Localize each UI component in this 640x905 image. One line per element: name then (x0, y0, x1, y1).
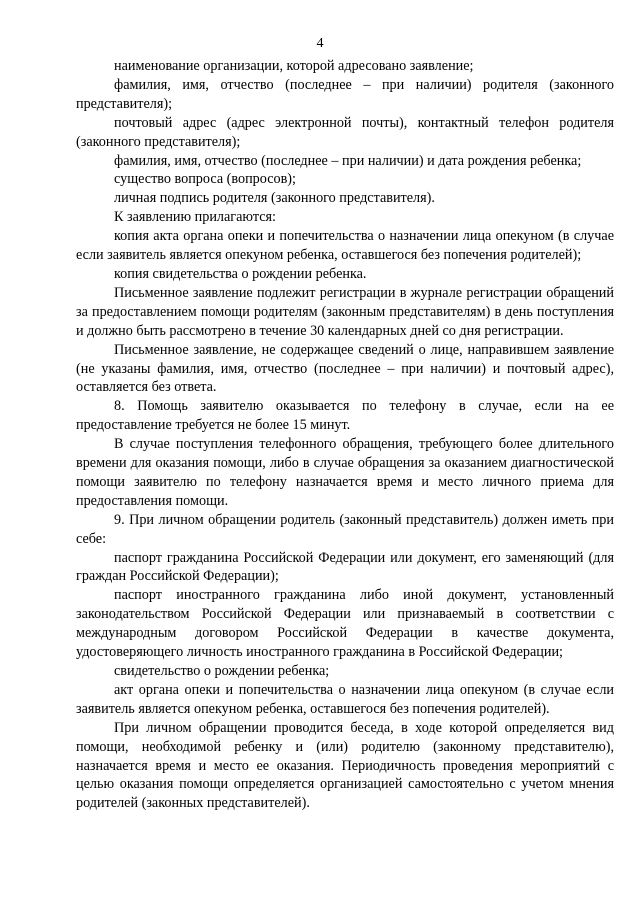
paragraph-signature: личная подпись родителя (законного представителя). (114, 190, 435, 207)
paragraph-foreign-passport: паспорт иностранного гражданина либо иной документ, установленный законодательством Российской Федерации или признаваемый в соответствии с международным договором Российской Федерации в качестве документа, удостоверяющего личность иностранного гражданина в Российской Федерации; (76, 587, 614, 661)
page-number: 4 (316, 36, 324, 51)
paragraph-child-name: фамилия, имя, отчество (последнее – при наличии) и дата рождения ребенка; (114, 152, 582, 169)
paragraph-item-9: 9. При личном обращении родитель (законный представитель) должен иметь при себе: (76, 511, 614, 547)
paragraph-org-name: наименование организации, которой адресовано заявление; (114, 58, 474, 74)
paragraph-registration: Письменное заявление подлежит регистрации в журнале регистрации обращений за предоставлением помощи родителям (законным представителям) в день поступления и должно быть рассмотрено в течение 30 календарных дней со дня регистрации. (76, 284, 614, 339)
paragraph-personal-appeal: При личном обращении проводится беседа, в ходе которой определяется вид помощи, необходимой ребенку и (или) родителю (законному представителю), назначается время и место ее оказания. Периодичность проведения мероприятий с целью оказания помощи определяется организацией самостоятельно с учетом мнения родителей (законных представителей). (76, 719, 614, 812)
paragraph-parent-name: фамилия, имя, отчество (последнее – при наличии) родителя (законного представителя); (76, 76, 614, 112)
paragraph-postal-address: почтовый адрес (адрес электронной почты), контактный телефон родителя (законного представителя); (76, 114, 614, 150)
paragraph-item-8: 8. Помощь заявителю оказывается по телефону в случае, если на ее предоставление требуется не более 15 минут. (76, 398, 614, 434)
paragraph-question-essence: существо вопроса (вопросов); (114, 171, 296, 188)
paragraph-attachments-heading: К заявлению прилагаются: (114, 209, 276, 226)
paragraph-birth-certificate: свидетельство о рождении ребенка; (114, 663, 330, 679)
paragraph-guardianship-act-copy: копия акта органа опеки и попечительства о назначении лица опекуном (в случае если заявитель является опекуном ребенка, оставшегося без попечения родителей); (76, 228, 614, 264)
document-body (76, 57, 614, 813)
paragraph-guardianship-act: акт органа опеки и попечительства о назначении лица опекуном (в случае если заявитель является опекуном ребенка, оставшегося без попечения родителей). (76, 681, 614, 717)
paragraph-phone-appeal: В случае поступления телефонного обращения, требующего более длительного времени для оказания помощи, либо в случае обращения за оказанием диагностической помощи заявителю по телефону назначается время и место личного приема для предоставления помощи. (76, 436, 614, 509)
paragraph-no-answer: Письменное заявление, не содержащее сведений о лице, направившем заявление (не указаны фамилия, имя, отчество (последнее – при наличии) и почтовый адрес), оставляется без ответа. (76, 341, 614, 396)
paragraph-russian-passport: паспорт гражданина Российской Федерации или документ, его заменяющий (для граждан Российской Федерации); (76, 549, 614, 585)
paragraph-birth-certificate-copy: копия свидетельства о рождении ребенка. (114, 265, 367, 282)
